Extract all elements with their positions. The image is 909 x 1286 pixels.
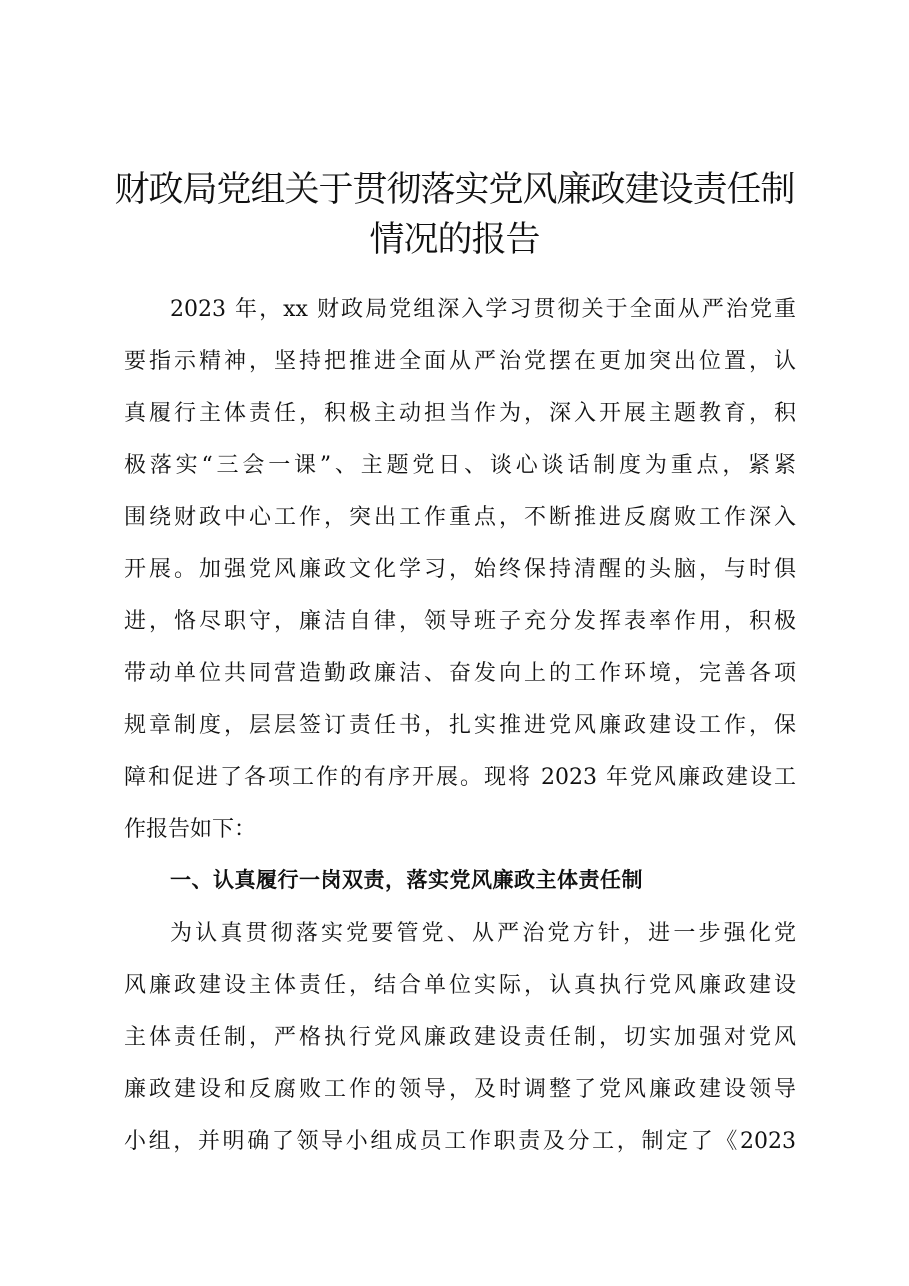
paragraph-1-line-3: 真履行主体责任，积极主动担当作为，深入开展主题教育，积 <box>124 401 796 426</box>
paragraph-1-line-2: 要指示精神，坚持把推进全面从严治党摆在更加突出位置，认 <box>124 349 796 374</box>
paragraph-1-line-8: 带动单位共同营造勤政廉洁、奋发向上的工作环境，完善各项 <box>124 661 796 686</box>
document-title-line-2: 情况的报告 <box>369 220 540 260</box>
paragraph-1-line-1: 2023 年，xx 财政局党组深入学习贯彻关于全面从严治党重 <box>170 297 796 322</box>
document-title-line-1: 财政局党组关于贯彻落实党风廉政建设责任制 <box>114 170 795 210</box>
paragraph-1-line-5: 围绕财政中心工作，突出工作重点，不断推进反腐败工作深入 <box>124 505 796 530</box>
section-1-heading: 一、认真履行一岗双责，落实党风廉政主体责任制 <box>170 868 643 892</box>
paragraph-1-line-7: 进，恪尽职守，廉洁自律，领导班子充分发挥表率作用，积极 <box>124 609 796 634</box>
paragraph-1-line-10: 障和促进了各项工作的有序开展。现将 2023 年党风廉政建设工 <box>124 765 796 790</box>
paragraph-2-line-3: 主体责任制，严格执行党风廉政建设责任制，切实加强对党风 <box>124 1025 796 1050</box>
paragraph-2-line-4: 廉政建设和反腐败工作的领导，及时调整了党风廉政建设领导 <box>124 1077 796 1102</box>
paragraph-1-line-6: 开展。加强党风廉政文化学习，始终保持清醒的头脑，与时俱 <box>124 557 796 582</box>
paragraph-1-line-9: 规章制度，层层签订责任书，扎实推进党风廉政建设工作，保 <box>124 713 796 738</box>
paragraph-2-line-2: 风廉政建设主体责任，结合单位实际，认真执行党风廉政建设 <box>124 973 796 998</box>
paragraph-2-line-5: 小组，并明确了领导小组成员工作职责及分工，制定了《2023 <box>124 1129 796 1154</box>
paragraph-1-line-11: 作报告如下： <box>124 817 257 842</box>
paragraph-2-line-1: 为认真贯彻落实党要管党、从严治党方针，进一步强化党 <box>170 921 796 946</box>
paragraph-1-line-4: 极落实“三会一课”、主题党日、谈心谈话制度为重点，紧紧 <box>124 453 796 478</box>
